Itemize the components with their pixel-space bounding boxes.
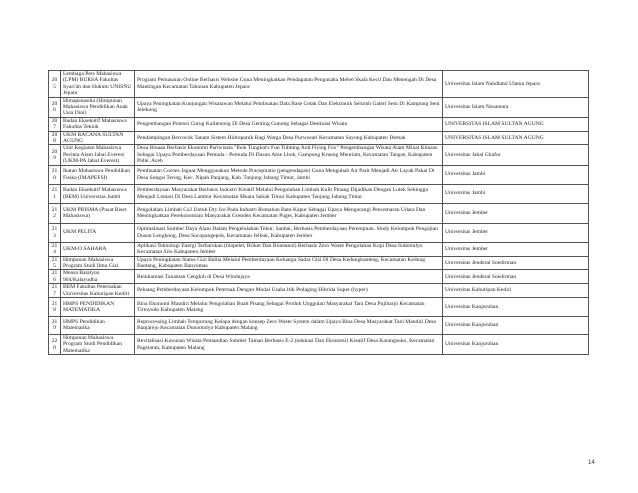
university-cell: Universitas Jabal Ghafur — [443, 145, 589, 165]
table-row — [49, 284, 589, 298]
organization-cell: HMPS Pendidikan Matematika — [61, 316, 135, 334]
table-row — [49, 145, 589, 165]
program-title-cell: Revitalisasi Kawasan Wisata Pemandian Sumber Taman Berbasis E-2 (edukasi Dan Ekonomi) Kreatif Desa Karangsuko, Kecamatan Pagelaran, Kabupaten Malang — [135, 334, 443, 354]
program-title-cell: Pengembangan Potensi Curug Kalitenong Di Desa Genting Gunung Sebagai Destinasi Wisata — [135, 117, 443, 131]
university-cell: Universitas Kahuripan Kediri — [443, 284, 589, 298]
program-table-body — [49, 71, 589, 355]
organization-cell: UKM RACANA SULTAN AGUNG — [61, 131, 135, 145]
program-title-cell: Upaya Peningkatan Status Gizi Balita Melalui Pemberdayaan Keluarga Sadar Gizi Di Desa Kedungbanteng, Kecamatan Kedung Banteng, Kabupaten Banyumas — [135, 256, 443, 270]
university-cell: Universitas Islam Nahdlatul Ulama Jepara — [443, 71, 589, 98]
program-title-cell: Aplikasi Teknologi Energi Terbarukan (biopelet, Briket Dan Bioetanol) Berbasis Zero Waste Pengolahan Kopi Desa Sidomulyo Kecamatan Silo Kabupaten Jember — [135, 242, 443, 256]
row-number: 207 — [49, 117, 61, 131]
program-title-cell: Pendampingan Bercocok Tanam Sistem Hidroponik Bagi Warga Desa Purwosari Kecamatan Sayung Kabupaten Demak — [135, 131, 443, 145]
university-cell: Universitas Jenderal Soedirman — [443, 270, 589, 284]
table-row — [49, 131, 589, 145]
university-cell: Universitas Jenderal Soedirman — [443, 256, 589, 270]
row-number: 210 — [49, 165, 61, 184]
row-number: 209 — [49, 145, 61, 165]
organization-cell: Mensa Batalyon 904/Kalayudha — [61, 270, 135, 284]
organization-cell: Lembaga Pers Mahasiswa (LPM) BURSA Fakultas Syari'ah dan Hukum UNISNU Jepara — [61, 71, 135, 98]
row-number: 217 — [49, 284, 61, 298]
table-row — [49, 334, 589, 354]
university-cell: UNIVERSITAS ISLAM SULTAN AGUNG — [443, 131, 589, 145]
page-number: 14 — [588, 460, 595, 466]
row-number: 218 — [49, 297, 61, 316]
program-title-cell: Bina Ekonomi Mandiri Melalui Pengolahan Buah Pisang Sebagai Produk Unggulan Masyarakat Tani Desa Pujiharjo Kecamatan Tirtoyudo Kabupaten Malang — [135, 297, 443, 316]
program-title-cell: Reinkarnasi Tanaman Cengkih di Desa Windujaya — [135, 270, 443, 284]
table-row — [49, 316, 589, 334]
organization-cell: HMPS PENDIDIKAN MATEMATIKA — [61, 297, 135, 316]
organization-cell: Himpunan Mahasiswa Program Studi Ilmu Gizi — [61, 256, 135, 270]
program-title-cell: Program Pemasaran Online Berbasis Website Guna Meningkatkan Pendapatan Pengusaha Mebel Skala Kecil Dan Menengah Di Desa Mantingan Kecamatan Tahunan Kabupaten Jepara — [135, 71, 443, 98]
table-row — [49, 165, 589, 184]
organization-cell: UKM-O SAHARA — [61, 242, 135, 256]
row-number: 211 — [49, 184, 61, 203]
program-title-cell: Desa Binaan Berbasis Ekonomi Pariwisata "Ihok Tungkat's Fun Tubbing And Flying Fox" Pengembangan Wisata Alam Minat Khusus Sebagai Upaya Pemberdayaan Pemuda - Pemuda Di Dusun Alue Lhok, Gampong Krueng Meuriam, Kecamatan Tangse, Kabupaten Pidie, Aceh — [135, 145, 443, 165]
table-row — [49, 270, 589, 284]
row-number: 206 — [49, 97, 61, 117]
table-row — [49, 71, 589, 98]
table-row — [49, 242, 589, 256]
table-row — [49, 297, 589, 316]
university-cell: Universitas Jambi — [443, 165, 589, 184]
organization-cell: Badan Eksekutif Mahasiswa Fakultas Teknik — [61, 117, 135, 131]
row-number: 216 — [49, 270, 61, 284]
table-row — [49, 203, 589, 223]
organization-cell: Unit Kegiatan Mahasiswa Pecinta Alam Jabal Everest (UKM-PA Jabal Everest) — [61, 145, 135, 165]
table-row — [49, 117, 589, 131]
row-number: 220 — [49, 334, 61, 354]
table-row — [49, 256, 589, 270]
university-cell: Universitas Jember — [443, 223, 589, 242]
table-row — [49, 97, 589, 117]
table-row — [49, 184, 589, 203]
program-title-cell: Peluang Pemberdayaan Kelompok Peternak Dengan Modal Usaha Itik Pedaging Hibrida Super (hyper) — [135, 284, 443, 298]
row-number: 208 — [49, 131, 61, 145]
university-cell: Universitas Kanjuruhan — [443, 316, 589, 334]
university-cell: Universitas Jember — [443, 203, 589, 223]
university-cell: Universitas Jember — [443, 242, 589, 256]
row-number: 205 — [49, 71, 61, 98]
program-title-cell: Upaya Peningkatan Kunjungan Wisatawan Melalui Pembuatan Data Base Cetak Dan Elektronik Seluruh Galeri Seni Di Kampung Seni Jelekong — [135, 97, 443, 117]
row-number: 214 — [49, 242, 61, 256]
organization-cell: Badan Eksekutif Mahasiswa (BEM) Universitas Jambi — [61, 184, 135, 203]
organization-cell: UKM PRISMA (Pusat Riset Mahasiswa) — [61, 203, 135, 223]
organization-cell: UKM PELITA — [61, 223, 135, 242]
university-cell: UNIVERSITAS ISLAM SULTAN AGUNG — [443, 117, 589, 131]
row-number: 215 — [49, 256, 61, 270]
program-title-cell: Optimalisasi Sumber Daya Alam Dalam Pengelolahan Tekur, Sanbai, Berbasis Pemberdayaan Perempuan. Study Kelompok Pengajian Dusun Lengkong, Desa Sucopangepok, Kecamatan Jelbuk, Kabupaten Jember — [135, 223, 443, 242]
organization-cell: BEM Fakultas Peternakan Universitas Kahuripan Kediri — [61, 284, 135, 298]
university-cell: Universitas Kanjuruhan — [443, 334, 589, 354]
organization-cell: Himpunan Mahasiswa Program Studi Pendidikan Matematika — [61, 334, 135, 354]
program-title-cell: Reprocessing Limbah Tempurung Kelapa dengan konsep Zero Waste System dalam Upaya Bina Desa Masyarakat Tani Mandiri Desa Banjarejo Kecamatan Donomulyo Kabupaten Malang — [135, 316, 443, 334]
row-number: 212 — [49, 203, 61, 223]
university-cell: Universitas Islam Nusantara — [443, 97, 589, 117]
organization-cell: Himapenasdia (Himpunan Mahasiswa Pendidikan Anak Usia Dini) — [61, 97, 135, 117]
organization-cell: Ikatan Mahasiswa Pendidikan Fisika (IMAPEFSI) — [61, 165, 135, 184]
university-cell: Universitas Kanjuruhan — [443, 297, 589, 316]
row-number: 219 — [49, 316, 61, 334]
university-cell: Universitas Jambi — [443, 184, 589, 203]
program-title-cell: Pemberdayaan Masyarakat Berbasis Industri Kreatif Melalui Pengolahan Limbah Kulit Pinang Dijadikan Dengan Lotek Sehingga Menjadi Lemari Di Desa Lambur Kecamatan Muara Sabak Timur Kabupaten Tanjung Jabung Timur — [135, 184, 443, 203]
row-number: 213 — [49, 223, 61, 242]
program-title-cell: Pembuatan Cocoes Jaguar Menggunakan Metode Pracepitatio (pengendapan) Guna Mengubah Air Parit Menjadi Air Layak Pakai Di Desa Sungai Tering, Kec. Nipah Panjang, Kab. Tanjung Jabung Timur, Jambi — [135, 165, 443, 184]
table-row — [49, 223, 589, 242]
program-table — [48, 70, 589, 355]
program-title-cell: Pengolahan Limbah Cs2 Untuk Dry Ice Pada Industri Rumahan Batu Kapur Sebagai Upaya Mengurangi Pencemaran Udara Dan Meningkatkan Perekonomian Masyarakat Grenden Kecamatan Puger, Kabupaten Jember — [135, 203, 443, 223]
